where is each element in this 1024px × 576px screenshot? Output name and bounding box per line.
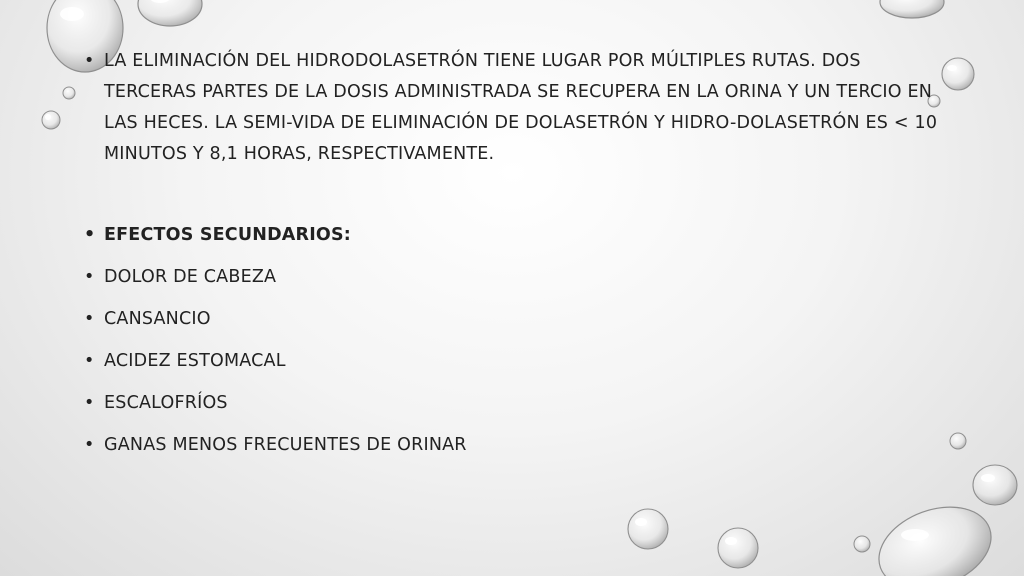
drop-top-right [880,0,944,18]
drop-bottom-center-3 [854,536,870,552]
drop-top-left-medium [138,0,202,26]
bullet-side-effects-heading: • EFECTOS SECUNDARIOS: [84,220,954,251]
drop-right-medium [973,465,1017,505]
drop-bottom-center-2 [718,528,758,568]
bullet-side-effect: • ESCALOFRÍOS [84,388,954,419]
drop-left-small-2 [42,111,60,129]
drop-bottom-right-large [868,492,1003,576]
drop-bottom-center-1 [628,509,668,549]
bullet-side-effect: • CANSANCIO [84,304,954,335]
bullet-paragraph: • LA ELIMINACIÓN DEL HIDRODOLASETRÓN TIENE LUGAR POR MÚLTIPLES RUTAS. DOS TERCERAS PARTES DE LA DOSIS ADMINISTRADA SE RECUPERA EN LA ORINA Y UN TERCIO EN LAS HECES. LA SEMI-VIDA DE ELIMINACIÓN DE DOLASETRÓN Y HIDRO-DOLASETRÓN ES < 10 MINUTOS Y 8,1 HORAS, RESPECTIVAMENTE. [84,46,954,170]
bullet-side-effect: • ACIDEZ ESTOMACAL [84,346,954,377]
drop-left-small-1 [63,87,75,99]
bullet-side-effect: • GANAS MENOS FRECUENTES DE ORINAR [84,430,954,461]
bullet-side-effect: • DOLOR DE CABEZA [84,262,954,293]
bullet-list [84,46,954,461]
slide-content [84,46,954,472]
